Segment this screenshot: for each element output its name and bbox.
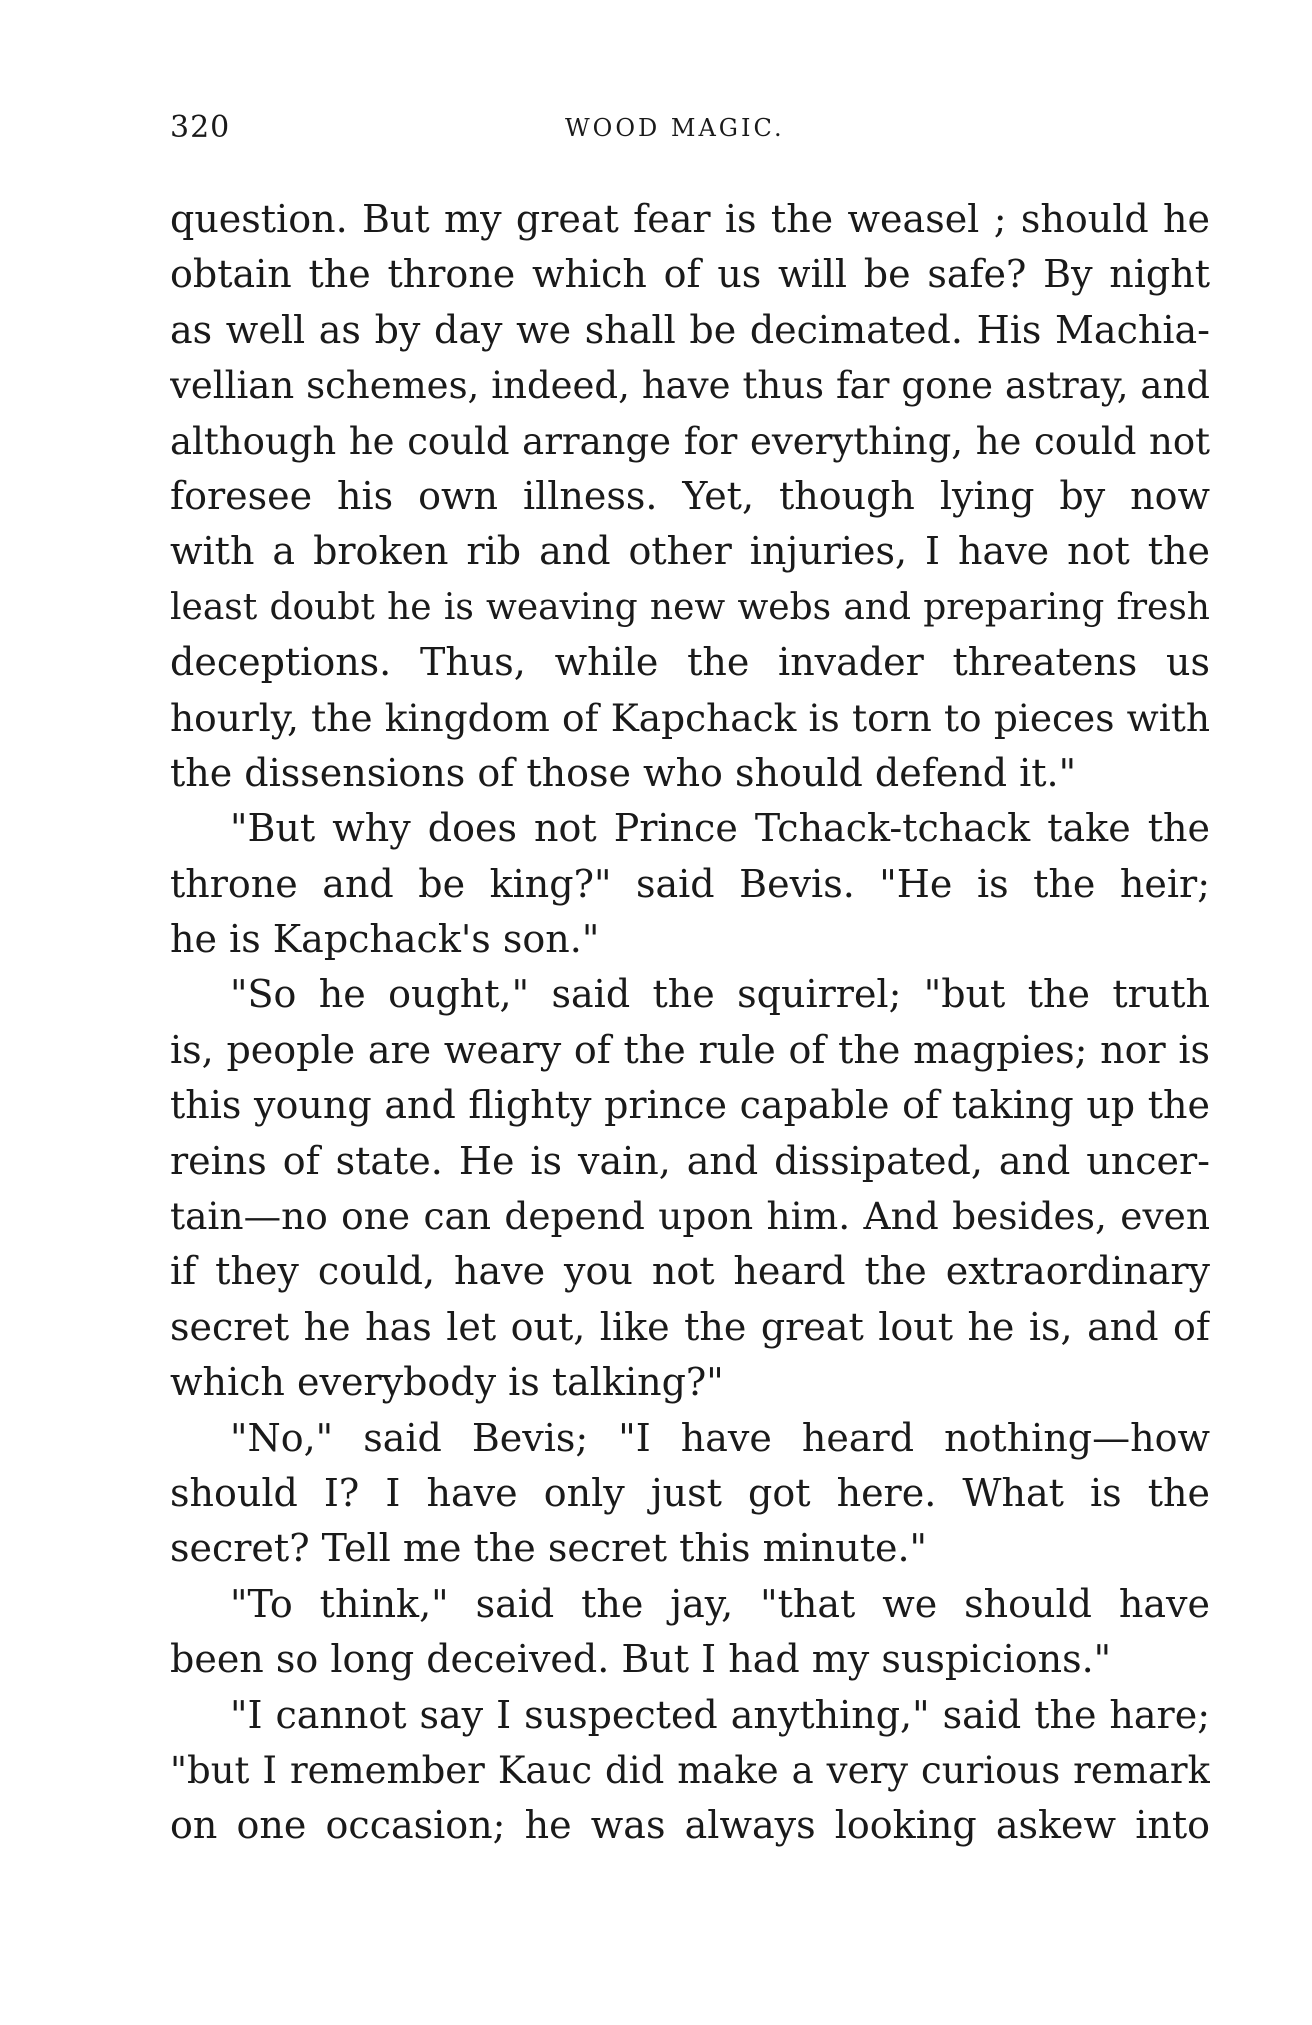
text-line: as well as by day we shall be decimated. His Machia- [170, 307, 1210, 352]
text-line: deceptions. Thus, while the invader threatens us [170, 640, 1210, 685]
text-line: "So he ought," said the squirrel; "but the truth [230, 972, 1210, 1017]
text-line: obtain the throne which of us will be safe? By night [170, 252, 1210, 297]
text-line: question. But my great fear is the weasel ; should he [170, 197, 1210, 241]
text-line: vellian schemes, indeed, have thus far gone astray, and [170, 364, 1210, 408]
text-line: "but I remember Kauc did make a very curious remark [170, 1748, 1210, 1792]
text-line: foresee his own illness. Yet, though lying by now [170, 473, 1210, 518]
text-line: secret? Tell me the secret this minute." [170, 1526, 928, 1571]
text-line: on one occasion; he was always looking askew into [170, 1803, 1210, 1848]
text-line: least doubt he is weaving new webs and preparing fresh [170, 586, 1210, 628]
text-line: is, people are weary of the rule of the magpies; nor is [170, 1027, 1210, 1072]
text-line: throne and be king?" said Bevis. "He is the heir; [170, 861, 1210, 906]
page-number: 320 [170, 110, 231, 145]
text-line: tain—no one can depend upon him. And besides, even [170, 1194, 1210, 1239]
text-line: "I cannot say I suspected anything," said the hare; [230, 1692, 1210, 1737]
body-text [170, 192, 1210, 1854]
text-line: he is Kapchack's son." [170, 917, 600, 962]
text-line: which everybody is talking?" [170, 1360, 724, 1405]
text-line: the dissensions of those who should defend it." [170, 750, 1077, 795]
text-line: although he could arrange for everything, he could not [170, 419, 1210, 463]
text-line: with a broken rib and other injuries, I have not the [170, 529, 1210, 574]
running-title: WOOD MAGIC. [565, 114, 785, 142]
text-line: been so long deceived. But I had my suspicions." [170, 1637, 1112, 1682]
text-line: "But why does not Prince Tchack-tchack take the [230, 806, 1210, 851]
text-line: should I? I have only just got here. What is the [170, 1470, 1210, 1515]
text-line: this young and flighty prince capable of taking up the [170, 1083, 1210, 1128]
text-line: hourly, the kingdom of Kapchack is torn to pieces with [170, 695, 1210, 740]
text-line: if they could, have you not heard the extraordinary [170, 1249, 1210, 1294]
text-line: "No," said Bevis; "I have heard nothing—how [230, 1415, 1210, 1460]
text-line: secret he has let out, like the great lout he is, and of [170, 1304, 1210, 1349]
text-line: reins of state. He is vain, and dissipated, and uncer- [170, 1138, 1210, 1183]
page-header [170, 110, 1210, 150]
text-line: "To think," said the jay, "that we should have [230, 1581, 1210, 1626]
